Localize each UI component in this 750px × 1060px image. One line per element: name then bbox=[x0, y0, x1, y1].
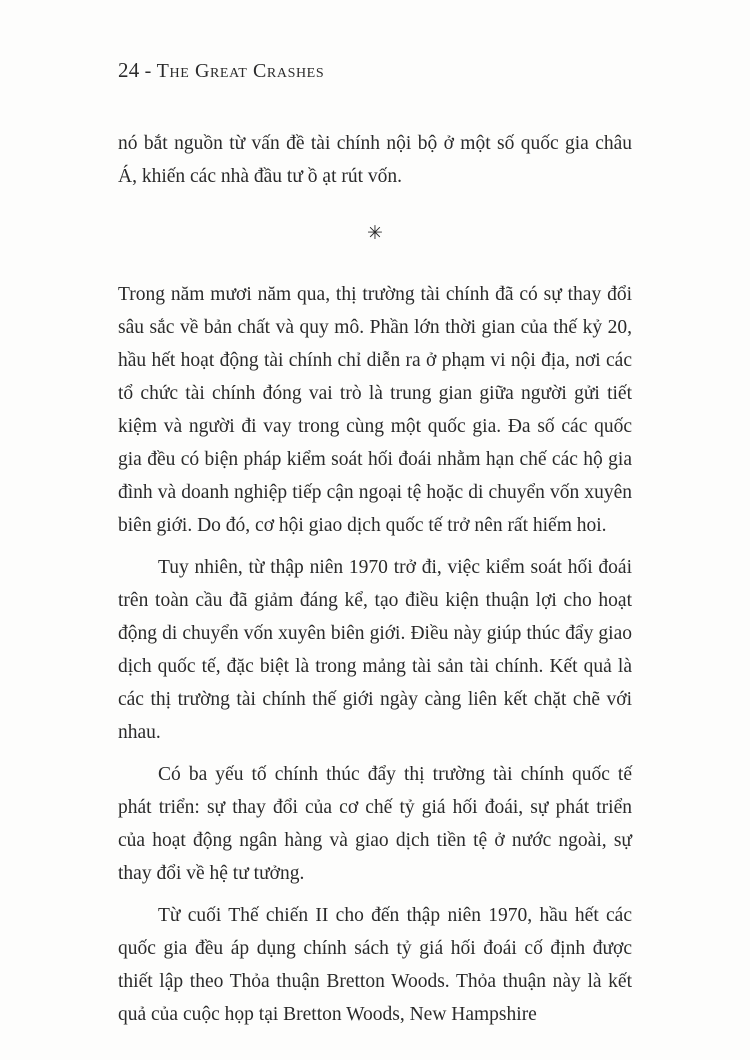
body-paragraph: nó bắt nguồn từ vấn đề tài chính nội bộ ở một số quốc gia châu Á, khiến các nhà đầu tư ồ ạt rút vốn. bbox=[118, 133, 632, 187]
body-paragraph: Tuy nhiên, từ thập niên 1970 trở đi, việc kiểm soát hối đoái trên toàn cầu đã giảm đáng kể, tạo điều kiện thuận lợi cho hoạt động di chuyển vốn xuyên biên giới. Điều này giúp thúc đẩy giao dịch quốc tế, đặc biệt là trong mảng tài sản tài chính. Kết quả là các thị trường tài chính thế giới ngày càng liên kết chặt chẽ với nhau. bbox=[118, 557, 632, 743]
body-paragraph: Từ cuối Thế chiến II cho đến thập niên 1970, hầu hết các quốc gia đều áp dụng chính sách tỷ giá hối đoái cố định được thiết lập theo Thỏa thuận Bretton Woods. Thỏa thuận này là kết quả của cuộc họp tại Bretton Woods, New Hampshire bbox=[118, 905, 632, 1025]
body-paragraph: Trong năm mươi năm qua, thị trường tài chính đã có sự thay đổi sâu sắc về bản chất và quy mô. Phần lớn thời gian của thế kỷ 20, hầu hết hoạt động tài chính chỉ diễn ra ở phạm vi nội địa, nơi các tổ chức tài chính đóng vai trò là trung gian giữa người gửi tiết kiệm và người đi vay trong cùng một quốc gia. Đa số các quốc gia đều có biện pháp kiểm soát hối đoái nhằm hạn chế các hộ gia đình và doanh nghiệp tiếp cận ngoại tệ hoặc di chuyển vốn xuyên biên giới. Do đó, cơ hội giao dịch quốc tế trở nên rất hiếm hoi. bbox=[118, 284, 632, 536]
book-title: The Great Crashes bbox=[156, 60, 325, 82]
page-body bbox=[118, 127, 632, 1031]
page-number: 24 bbox=[118, 58, 140, 82]
page-header bbox=[118, 58, 632, 83]
body-paragraph: Có ba yếu tố chính thúc đẩy thị trường tài chính quốc tế phát triển: sự thay đổi của cơ chế tỷ giá hối đoái, sự phát triển của hoạt động ngân hàng và giao dịch tiền tệ ở nước ngoài, sự thay đổi về hệ tư tưởng. bbox=[118, 764, 632, 884]
header-separator: - bbox=[139, 60, 157, 82]
section-divider-icon: ✳ bbox=[367, 223, 383, 244]
